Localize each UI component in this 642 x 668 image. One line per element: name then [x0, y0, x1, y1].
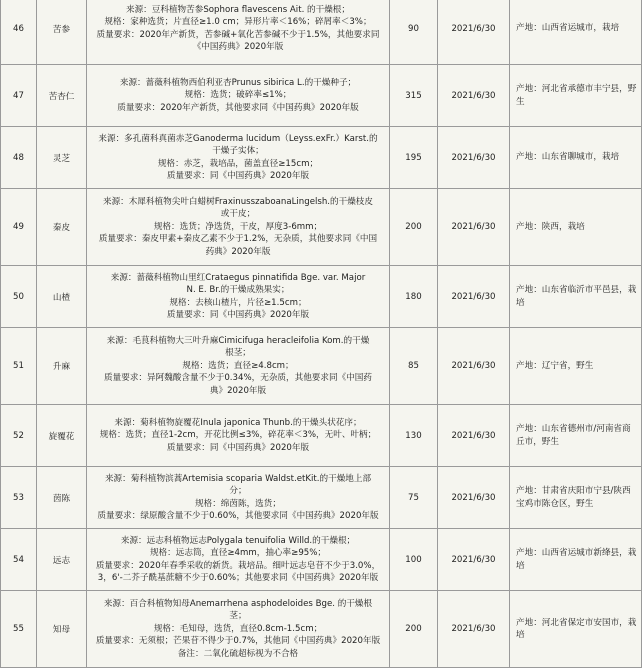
origin-cell: 产地：山东省临沂市平邑县，栽培: [510, 266, 642, 328]
herb-name-cell: 苦杏仁: [37, 65, 87, 127]
spec-line: 分；: [229, 486, 247, 497]
spec-line: 规格：赤芝，栽培品，菌盖直径≥15cm；: [157, 158, 319, 169]
spec-line: 来源：蔷薇科植物山里红Crataegus pinnatifida Bge. var. Major: [110, 272, 366, 283]
quantity-cell: 75: [390, 467, 438, 529]
spec-line: 《中国药典》2020年版: [192, 41, 284, 52]
spec-description-cell: [87, 189, 390, 266]
spec-line: 药典》2020年版: [205, 246, 271, 257]
origin-cell: 产地：山西省运城市，栽培: [510, 0, 642, 65]
herb-name-cell: 灵芝: [37, 127, 87, 189]
spec-description-cell: [87, 529, 390, 591]
spec-line: 质量要求：2020年产新货，其他要求同《中国药典》2020年版: [117, 102, 359, 113]
row-number-cell: 54: [1, 529, 37, 591]
date-cell: 2021/6/30: [438, 467, 510, 529]
spec-line: 来源：蔷薇科植物西伯利亚杏Prunus sibirica L.的干燥种子；: [119, 77, 357, 88]
herb-name-cell: 远志: [37, 529, 87, 591]
spec-description-cell: [87, 405, 390, 467]
spec-description-cell: [87, 266, 390, 328]
row-number-cell: 50: [1, 266, 37, 328]
spec-line: 质量要求：同《中国药典》2020年版: [166, 170, 310, 181]
row-number-cell: 48: [1, 127, 37, 189]
row-number-cell: 53: [1, 467, 37, 529]
spec-line: 质量要求：同《中国药典》2020年版: [166, 309, 310, 320]
row-number-cell: 47: [1, 65, 37, 127]
spec-line: 质量要求：绿原酸含量不少于0.60%，其他要求同《中国药典》2020年版: [97, 510, 379, 521]
spec-line: 质量要求：异阿魏酸含量不少于0.34%，无杂质，其他要求同《中国药: [104, 373, 372, 384]
quantity-cell: 180: [390, 266, 438, 328]
spec-line: 来源：毛茛科植物大三叶升麻Cimicifuga heracleifolia Kom.的干燥: [106, 335, 370, 346]
spec-line: 规格：去核山楂片，片径≥1.5cm；: [169, 297, 307, 308]
origin-cell: 产地：山西省运城市新绛县，栽培: [510, 529, 642, 591]
spec-line: 3，6'-二芥子酰基蔗糖不少于0.60%；其他要求同《中国药典》2020年版: [97, 572, 379, 583]
table-row: [1, 127, 642, 189]
row-number-cell: 51: [1, 328, 37, 405]
spec-line: 来源：豆科植物苦参Sophora flavescens Ait. 的干燥根；: [125, 4, 350, 15]
spec-line: 规格：家种选货；片直径≥1.0 cm；异形片率＜16%；碎屑率＜3%；: [104, 17, 372, 28]
quantity-cell: 200: [390, 189, 438, 266]
origin-cell: 产地：山东省聊城市，栽培: [510, 127, 642, 189]
herb-name-cell: 茵陈: [37, 467, 87, 529]
spec-line: 备注：二氧化硫超标视为不合格: [177, 648, 299, 659]
date-cell: 2021/6/30: [438, 405, 510, 467]
row-number-cell: 49: [1, 189, 37, 266]
quantity-cell: 200: [390, 591, 438, 668]
spec-line: 规格：远志筒，直径≥4mm，抽心率≥95%；: [149, 548, 327, 559]
spec-line: 根茎；: [225, 348, 251, 359]
spec-description-cell: [87, 127, 390, 189]
table-row: [1, 529, 642, 591]
date-cell: 2021/6/30: [438, 127, 510, 189]
spec-line: 质量要求：秦皮甲素+秦皮乙素不少于1.2%，无杂质，其他要求同《中国: [98, 234, 378, 245]
spec-line: 来源：菊科植物旋覆花Inula japonica Thunb.的干燥头状花序；: [114, 417, 362, 428]
row-number-cell: 52: [1, 405, 37, 467]
spec-line: 规格：选货；直径1-2cm，开花比例≤3%，碎花率＜3%，无叶、叶柄；: [99, 430, 377, 441]
table-row: [1, 405, 642, 467]
date-cell: 2021/6/30: [438, 65, 510, 127]
date-cell: 2021/6/30: [438, 0, 510, 65]
spec-description-cell: [87, 467, 390, 529]
quantity-cell: 130: [390, 405, 438, 467]
table-row: [1, 328, 642, 405]
spec-description-cell: [87, 0, 390, 65]
origin-cell: 产地：甘肃省庆阳市宁县/陕西宝鸡市陈仓区，野生: [510, 467, 642, 529]
date-cell: 2021/6/30: [438, 266, 510, 328]
spec-line: 质量要求：同《中国药典》2020年版: [166, 442, 310, 453]
spec-line: 规格：选货；净选货，干皮，厚度3-6mm；: [153, 221, 323, 232]
quantity-cell: 90: [390, 0, 438, 65]
spec-line: 典》2020年版: [209, 385, 267, 396]
table-row: [1, 65, 642, 127]
origin-cell: 产地：河北省保定市安国市，栽培: [510, 591, 642, 668]
spec-description-cell: [87, 65, 390, 127]
spec-line: 质量要求：2020年产新货，苦参碱+氧化苦参碱不少于1.5%，其他要求同: [96, 29, 380, 40]
spec-line: 或干皮；: [220, 209, 256, 220]
origin-cell: 产地：山东省德州市/河南省商丘市，野生: [510, 405, 642, 467]
herb-name-cell: 山楂: [37, 266, 87, 328]
spec-line: 来源：木犀科植物尖叶白蜡树FraxinusszaboanaLingelsh.的干燥枝皮: [102, 196, 373, 207]
table-row: [1, 266, 642, 328]
spec-line: 质量要求：2020年春季采收的新货。栽培品。细叶远志皂苷不少于3.0%，: [95, 560, 381, 571]
herb-name-cell: 苦参: [37, 0, 87, 65]
quantity-cell: 100: [390, 529, 438, 591]
quantity-cell: 85: [390, 328, 438, 405]
date-cell: 2021/6/30: [438, 591, 510, 668]
herb-name-cell: 旋覆花: [37, 405, 87, 467]
spec-description-cell: [87, 591, 390, 668]
row-number-cell: 46: [1, 0, 37, 65]
spec-line: 干燥子实体；: [212, 146, 264, 157]
spec-line: 来源：多孔菌科真菌赤芝Ganoderma lucidum（Leyss.exFr.）Karst.的: [98, 133, 378, 144]
quantity-cell: 195: [390, 127, 438, 189]
table-row: [1, 189, 642, 266]
table-row: [1, 467, 642, 529]
spec-description-cell: [87, 328, 390, 405]
herb-name-cell: 秦皮: [37, 189, 87, 266]
spec-line: 规格：毛知母，选货，直径0.8cm-1.5cm；: [153, 623, 323, 634]
spec-line: 规格：绵茵陈，选货；: [195, 498, 281, 509]
origin-cell: 产地：辽宁省，野生: [510, 328, 642, 405]
date-cell: 2021/6/30: [438, 189, 510, 266]
herb-name-cell: 升麻: [37, 328, 87, 405]
quantity-cell: 315: [390, 65, 438, 127]
date-cell: 2021/6/30: [438, 529, 510, 591]
table-row: [1, 591, 642, 668]
row-number-cell: 55: [1, 591, 37, 668]
spec-line: 茎；: [229, 611, 247, 622]
spec-line: 规格：选货；破碎率≤1%；: [184, 90, 292, 101]
spec-line: 来源：百合科植物知母Anemarrhena asphodeloides Bge. 的干燥根: [103, 598, 373, 609]
spec-line: 质量要求：无须根；芒果苷不得少于0.7%，其他同《中国药典》2020年版: [95, 636, 381, 647]
spec-line: 规格：选货；直径≥4.8cm；: [182, 360, 294, 371]
table-body: [1, 0, 642, 668]
spec-line: 来源：菊科植物滨蒿Artemisia scoparia Waldst.etKit.的干燥地上部: [104, 473, 372, 484]
herb-name-cell: 知母: [37, 591, 87, 668]
spec-line: 来源：远志科植物远志Polygala tenuifolia Willd.的干燥根；: [120, 535, 356, 546]
spec-line: N. E. Br.的干燥成熟果实；: [186, 285, 290, 296]
date-cell: 2021/6/30: [438, 328, 510, 405]
origin-cell: 产地：河北省承德市丰宁县，野生: [510, 65, 642, 127]
origin-cell: 产地：陕西，栽培: [510, 189, 642, 266]
table-row: [1, 0, 642, 65]
